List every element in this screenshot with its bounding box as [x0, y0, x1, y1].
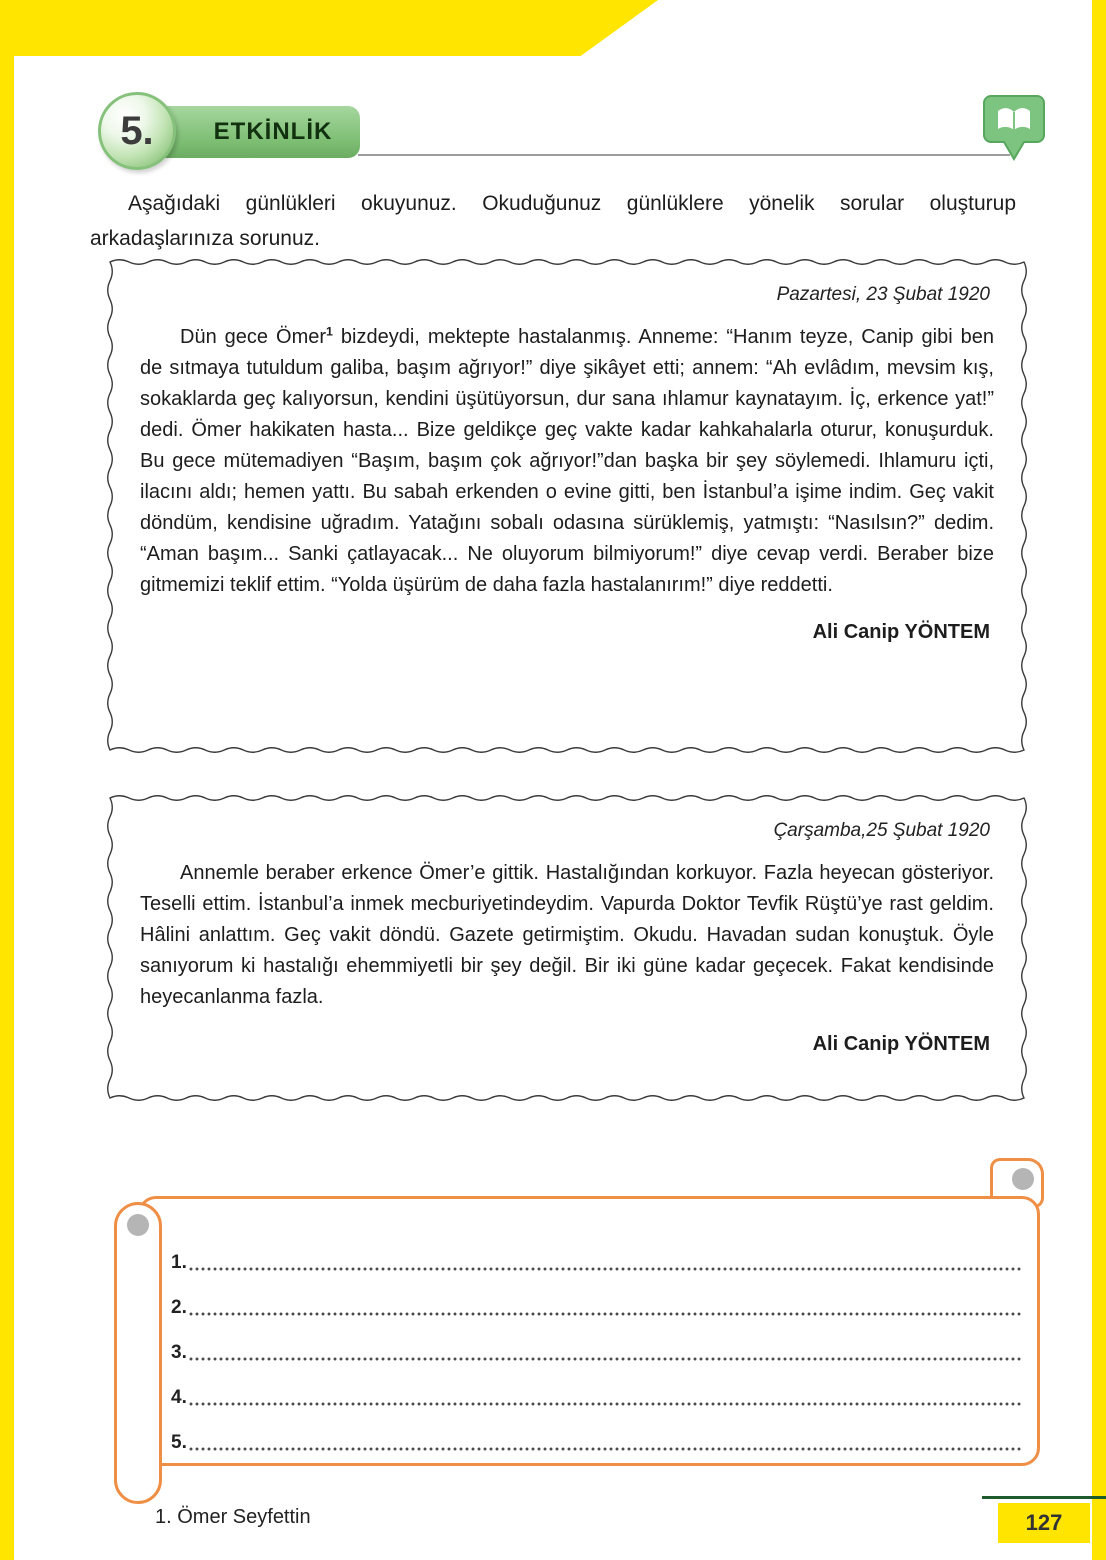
header-rule: [358, 154, 1010, 156]
activity-number-badge: [98, 92, 176, 170]
answer-line-2: [171, 1276, 1021, 1321]
diary-1-signature: Ali Canip YÖNTEM: [812, 621, 990, 643]
footnote-text: 1. Ömer Seyfettin: [155, 1506, 311, 1528]
answer-line-5: [171, 1411, 1021, 1456]
diary-1-body-rest: bizdeydi, mektepte hastalanmış. Anneme: “Hanım teyze, Canip gibi ben de sıtmaya tutuldum galiba, başım ağrıyor!” diye şikâyet etti; annem: “Ah evlâdım, mevsim kış, sokaklarda geç kalıyorsun, kendini üşütüyorsun, dur sana ıhlamur kaynatayım. İç, erkence yat!” dedi. Ömer hakikaten hasta... Bize geldikçe geç vakte kadar kahkahalarla oturur, konuşurduk. Bu gece mütemadiyen “Başım, başım çok ağrıyor!”dan başka bir şey söylemedi. Ihlamuru içti, ilacını aldı; hemen yattı. Bu sabah erkenden o evine gitti, ben İstanbul’a işime indim. Geç vakit döndüm, kendisine uğradım. Yatağını sobalı odasına sürüklemiş, yatmıştı: “Nasılsın?” dedim. “Aman başım... Sanki çatlayacak... Ne oluyorum bilmiyorum!” diye cevap verdi. Beraber bize gitmemizi teklif ettim. “Yolda üşürüm de daha fazla hastalanırım!” diye reddetti.: [140, 326, 995, 596]
answer-blank-line: [188, 1393, 1021, 1407]
answer-blank-line: [188, 1303, 1021, 1317]
activity-number: 5.: [120, 108, 154, 153]
open-book-icon: [982, 94, 1046, 162]
answer-blank-line: [188, 1438, 1021, 1452]
scroll-left-roll: [114, 1202, 162, 1504]
diary-2-body: Annemle beraber erkence Ömer’e gittik. Hastalığından korkuyor. Fazla heyecan gösteriyor. Teselli ettim. İstanbul’a inmek mecburiyetindeydim. Vapurda Doktor Tevfik Rüştü’ye rast geldim. Hâlini anlattım. Geç vakit döndü. Gazete getirmiştim. Okudu. Havadan sudan konuştuk. Öyle sanıyorum ki hastalığı ehemmiyetli bir şey değil. Bir iki güne kadar geçecek. Fakat kendisinde heyecanlanma fazla.: [140, 862, 994, 1008]
frame-right-band: [1092, 0, 1106, 1560]
answer-number: 2.: [171, 1297, 187, 1318]
diary-entry-2: [104, 792, 1030, 1104]
answer-number: 3.: [171, 1342, 187, 1363]
activity-label: ETKİNLİK: [213, 118, 333, 145]
answer-blank-line: [188, 1348, 1021, 1362]
answer-line-1: [171, 1231, 1021, 1276]
answer-scroll: [138, 1196, 1040, 1466]
diary-entry-1: [104, 256, 1030, 756]
frame-left-band: [0, 0, 14, 1560]
scroll-roll-dot: [127, 1214, 149, 1236]
diary-2-date: Çarşamba,25 Şubat 1920: [773, 820, 990, 841]
diary-1-body-start: Dün gece Ömer: [180, 326, 327, 348]
answer-number: 1.: [171, 1252, 187, 1273]
diary-1-body: [140, 322, 994, 601]
diary-1-date: Pazartesi, 23 Şubat 1920: [776, 284, 990, 305]
diary-2-signature: Ali Canip YÖNTEM: [812, 1033, 990, 1055]
instruction-text: Aşağıdaki günlükleri okuyunuz. Okuduğunuz günlüklere yönelik sorular oluşturup arkadaşlarınıza sorunuz.: [90, 192, 1016, 250]
footnote-reference-mark: 1: [326, 324, 333, 339]
answer-number: 5.: [171, 1432, 187, 1453]
answer-number: 4.: [171, 1387, 187, 1408]
scroll-curl-dot: [1012, 1168, 1034, 1190]
frame-top-band: [0, 0, 1106, 56]
answer-blank-line: [188, 1258, 1021, 1272]
answer-line-4: [171, 1366, 1021, 1411]
page-number-rule: [982, 1496, 1106, 1499]
page-number: 127: [998, 1503, 1090, 1543]
answer-line-3: [171, 1321, 1021, 1366]
activity-label-pill: [152, 106, 360, 158]
